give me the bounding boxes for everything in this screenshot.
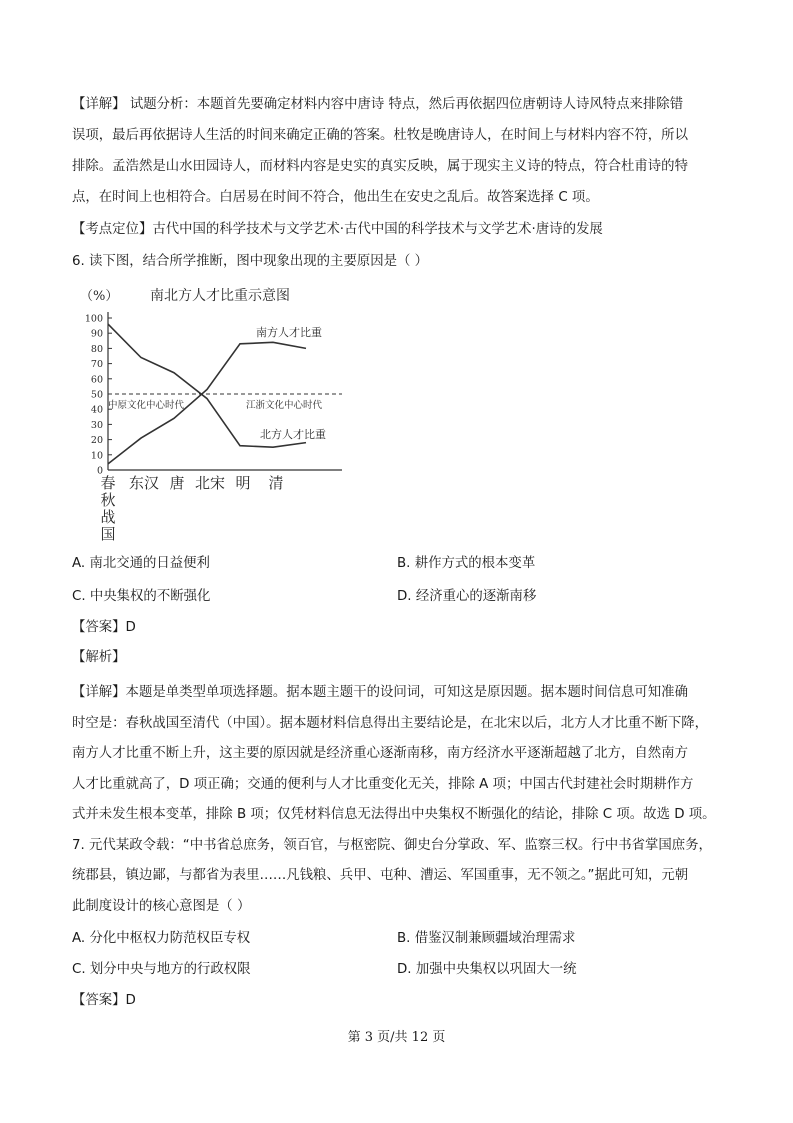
y-tick-label: 50 [90, 389, 103, 401]
y-tick-label: 0 [96, 465, 103, 477]
q7-option-c[interactable]: C. 划分中央与地方的行政权限 [72, 962, 251, 977]
y-tick-label: 30 [90, 419, 103, 431]
x-category-label: 北宋 [194, 474, 226, 492]
detail-line-2: 误项，最后再依据诗人生活的时间来确定正确的答案。杜牧是晚唐诗人，在时间上与材料内容不符，所以 [72, 128, 688, 143]
y-tick-label: 60 [90, 374, 103, 386]
series-label-north: 北方人才比重 [260, 428, 326, 441]
y-tick-label: 100 [84, 313, 103, 325]
q6-detail-line-5: 式并未发生根本变革，排除 B 项；仅凭材料信息无法得出中央集权不断强化的结论，排除 C 项。故选 D 项。 [72, 807, 716, 822]
annotation-central-plains: 中原文化中心时代 [108, 400, 185, 411]
y-tick-label: 90 [90, 328, 103, 340]
detail-line-3: 排除。孟浩然是山水田园诗人，而材料内容是史实的真实反映，属于现实主义诗的特点，符合杜甫诗的特 [72, 159, 688, 174]
q6-option-c[interactable]: C. 中央集权的不断强化 [72, 589, 211, 604]
page-footer: 第 3 页/共 12 页 [347, 1030, 446, 1045]
x-category-label: 国 [100, 525, 116, 543]
x-category-label: 春 [100, 474, 116, 492]
q6-option-a[interactable]: A. 南北交通的日益便利 [72, 556, 210, 571]
x-category-label: 明 [235, 474, 251, 492]
x-category-label: 战 [100, 508, 116, 526]
series-label-south: 南方人才比重 [256, 326, 322, 339]
y-tick-label: 10 [90, 450, 103, 462]
q6-detail-line-3: 南方人才比重不断上升，这主要的原因就是经济重心逐渐南移，南方经济水平逐渐超越了北方，自然南方 [72, 746, 688, 761]
line-chart [60, 284, 360, 544]
q6-analysis-heading: 【解析】 [72, 650, 126, 665]
y-tick-label: 70 [90, 359, 103, 371]
x-category-label: 秋 [100, 491, 116, 509]
chart-y-label: （%） [80, 289, 119, 304]
chart-x-categories [100, 474, 283, 543]
q7-answer: 【答案】D [72, 993, 136, 1008]
q7-option-b[interactable]: B. 借鉴汉制兼顾疆域治理需求 [397, 931, 576, 946]
exam-point-line: 【考点定位】古代中国的科学技术与文学艺术·古代中国的科学技术与文学艺术·唐诗的发展 [72, 222, 603, 237]
annotation-jiangzhe: 江浙文化中心时代 [246, 400, 323, 411]
q6-detail-line-1: 【详解】本题是单类型单项选择题。据本题主题干的设问词，可知这是原因题。据本题时间信息可知准确 [72, 685, 688, 700]
q7-stem-line-2: 统郡县，镇边鄙，与都省为表里……凡钱粮、兵甲、屯种、漕运、军国重事，无不领之。”据此可知，元朝 [72, 868, 689, 883]
y-tick-label: 80 [90, 343, 103, 355]
y-tick-label: 20 [90, 435, 103, 447]
q6-answer: 【答案】D [72, 620, 136, 635]
question-6-stem: 6. 读下图，结合所学推断，图中现象出现的主要原因是（ ） [72, 254, 429, 269]
chart-title: 南北方人才比重示意图 [150, 288, 290, 304]
q7-option-d[interactable]: D. 加强中央集权以巩固大一统 [397, 962, 577, 977]
detail-line-4: 点，在时间上也相符合。白居易在时间不符合，他出生在安史之乱后。故答案选择 C 项。 [72, 190, 599, 205]
q6-detail-line-4: 人才比重就高了，D 项正确；交通的便利与人才比重变化无关，排除 A 项；中国古代封建社会时期耕作方 [72, 777, 694, 792]
y-tick-label: 40 [90, 404, 103, 416]
q7-option-a[interactable]: A. 分化中枢权力防范权臣专权 [72, 931, 251, 946]
x-category-label: 东汉 [128, 474, 160, 492]
q6-detail-line-2: 时空是：春秋战国至清代（中国）。据本题材料信息得出主要结论是，在北宋以后，北方人才比重不断下降， [72, 716, 709, 731]
q7-stem-line-1: 7. 元代某政令载：“中书省总庶务，领百官，与枢密院、御史台分掌政、军、监察三权。行中书省掌国庶务， [72, 838, 712, 853]
q6-option-d[interactable]: D. 经济重心的逐渐南移 [397, 589, 537, 604]
q7-stem-line-3: 此制度设计的核心意图是（ ） [72, 899, 251, 914]
x-category-label: 唐 [169, 474, 185, 492]
x-category-label: 清 [268, 474, 284, 492]
detail-line-1: 【详解】 试题分析：本题首先要确定材料内容中唐诗 特点，然后再依据四位唐朝诗人诗风特点来排除错 [72, 97, 684, 112]
q6-option-b[interactable]: B. 耕作方式的根本变革 [397, 556, 536, 571]
